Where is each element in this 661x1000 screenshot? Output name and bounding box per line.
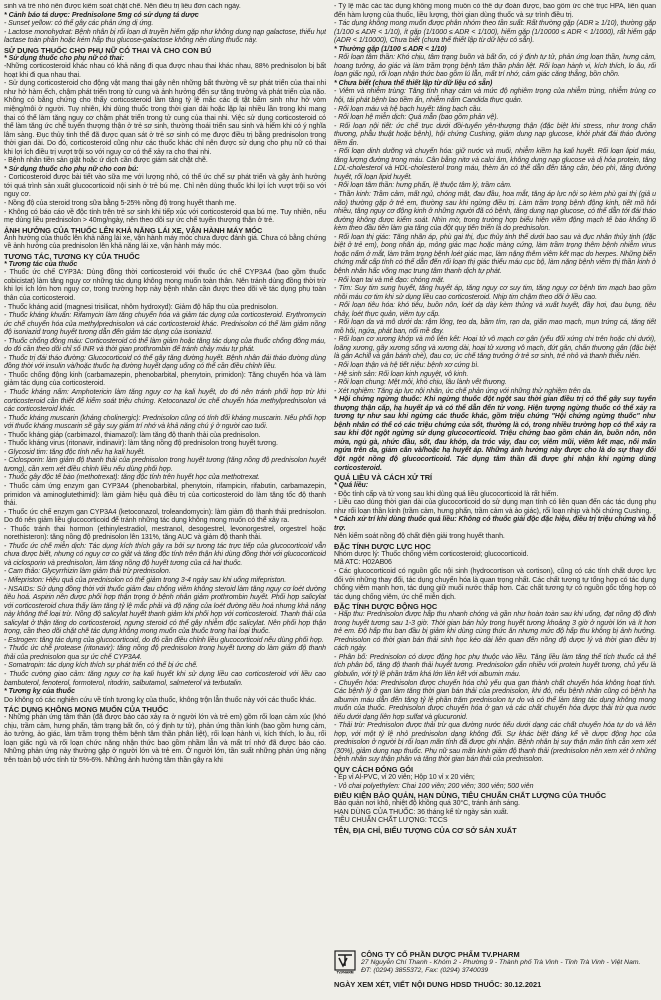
- paragraph: * Cách xử trí khi dùng thuốc quá liều: Không có thuốc giải độc đặc hiệu, điều trị triệu chứng và hỗ trợ.: [334, 516, 656, 532]
- paragraph: - Thuốc chống đông máu: Corticosteroid có thể làm giảm hoặc tăng tác dụng của thuốc chống đông máu, do đó cần theo dõi chỉ số INR và thời gian prothrombin để tránh chảy máu tự phát.: [4, 337, 326, 354]
- section-heading: TÊN, ĐỊA CHỈ, BIỂU TƯỢNG CỦA CƠ SỞ SẢN XUẤT: [334, 825, 517, 835]
- paragraph: - Rối loạn cơ xương khớp và mô liên kết: Hoại tử vô mạch cơ gân (yếu đối xứng chi trên hoặc chi dưới), loãng xương, gãy xương sống và xương dài, hoại tử xương vô mạch, đứt gân, chấn thương gân (đặc biệt là gân Achill và gân bánh chè), đau cơ, ức chế tăng trưởng ở trẻ sơ sinh, trẻ nhỏ và thanh thiếu niên.: [334, 336, 656, 361]
- paragraph: - Xét nghiệm: Tăng áp lực nội nhãn, ức chế phản ứng với những thử nghiệm trên da.: [334, 387, 593, 395]
- paragraph: - Độc tính cấp và tử vong sau khi dùng quá liều glucocorticoid là rất hiếm.: [334, 490, 559, 498]
- paragraph: - Thuốc trị đái tháo đường: Glucocorticoid có thể gây tăng đường huyết. Bệnh nhân đái tháo đường dùng đồng thời với insulin và/hoặc thuốc hạ đường huyết dạng uống có thể cần điều chỉnh liều.: [4, 354, 326, 371]
- paragraph: - Tim: Suy tim sung huyết, tăng huyết áp, tăng nguy cơ suy tim, tăng nguy cơ bệnh tim mạch bao gồm nhồi máu cơ tim khi sử dụng liều cao corticosteroid. Nhịp tim chậm theo dõi ở liều cao.: [334, 285, 656, 301]
- paragraph: - Thuốc cường giao cảm: tăng nguy cơ hạ kali huyết khi sử dụng liều cao corticosteroid với liều cao bambuterol, fenoterol, formoterol, ritodrin, salbutamol, salmeterol và terbutalin.: [4, 671, 326, 687]
- paragraph: - Sunset yellow: có thể gây các phản ứng dị ứng.: [4, 20, 154, 28]
- paragraph: - Thuốc cảm ứng enzym gan CYP3A4 (phenobarbital, phenytoin, rifampicin, rifabutin, carbamazepin, primidon và aminoglutethimid): làm giảm hiệu quả điều trị của corticosteroid do làm tăng tốc độ thanh thải.: [4, 482, 326, 508]
- paragraph: - Rối loạn tai và mê đạo: chóng mặt.: [334, 276, 445, 284]
- company-phone: ĐT: (0294) 3855372, Fax: (0294) 3740039: [361, 966, 489, 974]
- paragraph: -Những corticosteroid khác nhau có khả năng đi qua được nhau thai khác nhau, 88% prednisolon bị bất hoạt khi đi qua nhau thai.: [4, 63, 326, 79]
- paragraph: - Rối loạn tiêu hóa: khó tiêu, buồn nôn, loét dạ dày kèm thủng và xuất huyết, đầy hơi, đau bụng, tiêu chảy, loét thực quản, viêm tụy cấp.: [334, 302, 656, 318]
- paragraph: - Sử dụng corticosteroid cho động vật mang thai gây nên những bất thường về sự phát triển của thai nhi như hở hàm ếch, chậm phát triển trong tử cung và ảnh hưởng đến sự tăng trưởng và phát triển của não. Không có bằng chứng cho thấy corticosteroid làm tăng tỷ lệ mắc các dị tật bẩm sinh như hở vòm miệng/môi ở người. Tuy nhiên, khi dùng thuốc trong thời gian dài hoặc lặp lại nhiều lần trong khi mang thai có thể làm tăng nguy cơ chậm phát triển trong tử cung của thai nhi. Việc sử dụng corticosteroid có thể làm tăng ức chế tuyến thượng thận ở trẻ sơ sinh, thường thoái triển sau sinh và hiếm khi có ý nghĩa lâm sàng. Đục thủy tinh thể đã được quan sát ở trẻ sơ sinh có mẹ được điều trị bằng prednisolon trong thời gian dài. Do đó, corticosteroid cũng như các thuốc khác chỉ nên được sử dụng cho phụ nữ có thai khi lợi ích điều trị vượt trội so với nguy cơ có thể xảy ra cho thai nhi.: [4, 80, 326, 156]
- section-heading: ẢNH HƯỞNG CỦA THUỐC LÊN KHẢ NĂNG LÁI XE, VẬN HÀNH MÁY MÓC: [4, 225, 263, 235]
- paragraph: - Rối loạn thận và hệ tiết niệu: bệnh xơ cứng bì.: [334, 361, 480, 369]
- paragraph: sinh và trẻ nhỏ nên được kiểm soát chặt chẽ. Nên điều trị liều đơn cách ngày.: [4, 3, 241, 10]
- paragraph: - Somatropin: tác dụng kích thích sự phát triển có thể bị ức chế.: [4, 662, 198, 670]
- section-heading: QUÁ LIỀU VÀ CÁCH XỬ TRÍ: [334, 473, 433, 483]
- paragraph: - Rối loạn tâm thần: Khó chịu, tâm trạng buồn và bất ổn, có ý định tự tử, phản ứng loạn thần, hưng cảm, hoang tưởng, ảo giác và làm trầm trọng bệnh tâm thần phân liệt. Rối loạn hành vi, kích thích, lo âu, rối loạn giấc ngủ, rối loạn nhận thức bao gồm lú lẫn, mất trí nhớ, cảm giác căng thẳng, bồn chồn.: [334, 54, 656, 79]
- right-column: [334, 3, 656, 999]
- svg-text:TV.PHARM: TV.PHARM: [336, 970, 354, 974]
- paragraph: - Thuốc kháng acid (magnesi trisilicat, nhôm hydroxyd): Giảm độ hấp thu của prednisolon.: [4, 303, 279, 311]
- paragraph: * Cảnh báo tá dược: Prednisolone 5mg có sử dụng tá dược: [4, 11, 199, 19]
- paragraph: - Corticosteroid được bài tiết vào sữa mẹ với lượng nhỏ, có thể ức chế sự phát triển và gây ảnh hưởng tới quá trình sản xuất glucocorticoid nội sinh ở trẻ bú mẹ. Chỉ nên dùng thuốc khi lợi ích vượt trội so với nguy cơ.: [4, 174, 326, 199]
- paragraph: - Rối loạn máu và hệ bạch huyết: tăng bạch cầu.: [334, 105, 483, 113]
- paragraph: - Hệ sinh sản: Rối loạn kinh nguyệt, vô kinh.: [334, 370, 469, 378]
- paragraph: Ảnh hưởng của thuốc lên khả năng lái xe, vận hành máy móc chưa được đánh giá. Chưa có bằng chứng về ảnh hưởng của prednisolon lên khả năng lái xe, vận hành máy móc.: [4, 234, 326, 251]
- left-column: [4, 3, 326, 999]
- paragraph: - Vỏ chai polyethylen: Chai 100 viên; 200 viên; 300 viên; 500 viên: [334, 782, 534, 790]
- paragraph: - Nồng độ của steroid trong sữa bằng 5-25% nồng độ trong huyết thanh mẹ.: [4, 200, 237, 208]
- section-heading: TÁC DỤNG KHÔNG MONG MUỐN CỦA THUỐC: [4, 705, 169, 715]
- paragraph: - Viêm và nhiễm trùng: Tăng tính nhạy cảm và mức độ nghiêm trọng của nhiễm trùng, nhiễm trùng cơ hội, tái phát bệnh lao tiềm ẩn, nhiễm nấm Candida thực quản.: [334, 88, 656, 105]
- paragraph: Mã ATC: H02AB06: [334, 559, 392, 567]
- paragraph: - Chuyển hóa: Prednisolon được chuyển hóa chủ yếu qua gan thành chất chuyển hóa không hoạt tính. Các bệnh lý ở gan làm tăng thời gian bán thải của prednisolon, khi đó, nếu bệnh nhân cũng có bệnh hạ albumin máu dẫn đến tăng tỷ lệ phần trăm prednisolon tự do và có thể làm tăng tác dụng không mong muốn của thuốc. Prednisolon được chuyển hóa ở gan và các chất chuyển hóa được thải trừ qua nước tiểu dưới dạng liên hợp sulfat và glucuronid.: [334, 679, 656, 721]
- paragraph: TIÊU CHUẨN CHẤT LƯỢNG: TCCS: [334, 817, 448, 825]
- paragraph: - Liều cao dùng thời gian dài của glucocorticoid do sử dụng mạn tính có liên quan đến các tác dụng phụ như rối loạn thần kinh (trầm cảm, hưng phấn, trầm cảm và ảo giác), rối loạn nhịp và hội chứng Cushing.: [334, 499, 656, 515]
- paragraph: Bảo quản nơi khô, nhiệt độ không quá 30°C, tránh ánh sáng.: [334, 800, 520, 808]
- paragraph: - Thuốc tránh thai hormon (ethinylestradiol, mestranol, desogestrel, levonorgestrel, orgestrel hoặc norethisteron): tăng nồng độ prednisolon lên 131%, tăng AUC và giảm độ thanh thải.: [4, 525, 326, 542]
- paragraph: - NSAIDs: Sử dụng đồng thời với thuốc giảm đau chống viêm không steroid làm tăng nguy cơ loét dường tiêu hoá. Aspirin nên được phối hợp thận trọng ở bệnh nhân giảm prothrombin huyết. Phối hợp salicylat với corticosteroid chưa thấy làm tăng tỷ lệ mắc phải và độ nặng của loét đường tiêu hoá nhưng khả năng này không thể loại trừ. Nồng độ salicylat huyết thanh giảm khi phối hợp với corticosteroid. Thanh thải của salicylat ở thận tăng do corticosteroid, ngưng steroid có thể gây nhiễm độc salicylat. Nên phối hợp thận trọng, cần theo dõi chặt chẽ tác dụng không mong muốn của thuốc trong hai loại thuốc.: [4, 585, 326, 636]
- paragraph: - Thuốc ức chế CYP3A: Dùng đồng thời corticosteroid với thuốc ức chế CYP3A4 (bao gồm thuốc cobicistat) làm tăng nguy cơ những tác dụng không mong muốn toàn thân. Nên tránh dùng đồng thời trừ khi lợi ích lớn hơn nguy cơ, trong trường hợp này bệnh nhân cần được theo dõi về tác dụng phụ toàn thân của corticosteroid.: [4, 269, 326, 302]
- paragraph: - Rối loạn hệ miễn dịch: Quá mẫn (bao gồm phản vệ).: [334, 114, 499, 122]
- paragraph: - Rối loạn tâm thần: hưng phấn, lệ thuộc tâm lý, trầm cảm.: [334, 182, 512, 190]
- company-address: 27 Nguyễn Chí Thanh - Khóm 2 - Phường 9 - Thành phố Trà Vinh - Tỉnh Trà Vinh - Việt Nam.: [361, 958, 641, 966]
- paragraph: * Tương kỵ của thuốc: [4, 688, 75, 696]
- paragraph: - Thuốc chống động kinh (carbamazepin, phenobarbital, phenytoin, primidon): Tăng chuyển hóa và làm giảm tác dụng của corticosteroid.: [4, 371, 326, 388]
- paragraph: Nhóm dược lý: Thuốc chống viêm corticosteroid; glucocorticoid.: [334, 550, 529, 558]
- right-column-body: [334, 3, 656, 835]
- paragraph: - Rối loạn nội tiết: ức chế trục dưới đồi-tuyến yên-thượng thận (đặc biệt khi stress, như trong chấn thương, phẫu thuật hoặc bệnh), hội chứng Cushing, giảm dung nạp glucose, khởi phát đái tháo đường tiềm ẩn.: [334, 122, 656, 147]
- paragraph: - Phân bố: Prednisolon có dược động học phụ thuộc vào liều. Tăng liều làm tăng thể tích thuốc cả thể tích phân bố, tăng độ thanh thải huyết tương. Prednisolon gắn nhiều với protein huyết tương, chủ yếu là globulin, với tỷ lệ phần trăm khá lớn liên kết với albumin máu.: [334, 653, 656, 679]
- review-date: NGÀY XEM XÉT, VIẾT NỘI DUNG HDSD THUỐC: 30.12.2021: [334, 980, 542, 989]
- paragraph: - Ciclosporin: làm giảm độ thanh thải của prednisolon trong huyết tương (tăng nồng độ prednisolon huyết tương), cần xem xét điều chỉnh liều nếu dùng phối hợp.: [4, 457, 326, 473]
- paragraph: - Thuốc kháng giáp (carbimazol, thiamazol): làm tăng độ thanh thải của prednisolon.: [4, 431, 261, 439]
- paragraph: - Thuốc ức chế enzym gan CYP3A4 (ketoconazol, troleandomycin): làm giảm độ thanh thải prednisolon. Do đó nên giảm liều glucocorticoid để tránh những tác dụng không mong muốn có thể xảy ra.: [4, 508, 326, 525]
- paragraph: - Thuốc ức chế miễn dịch: Tác dụng kích thích gây ra bởi sự tương tác trực tiếp của glucocorticoid vẫn chưa được biết, nhưng có nguy cơ co giật và tăng độc tính trên thận khi dùng đồng thời với glucocorticoid và ciclosporin và prednisolon, làm tăng nồng độ huyết tương của cả hai thuốc.: [4, 542, 326, 567]
- paragraph: - Hấp thu: Prednisolon được hấp thu nhanh chóng và gần như hoàn toàn sau khi uống, đạt nồng độ đỉnh trong huyết tương sau 1-3 giờ. Thời gian bán hủy trong huyết tương khoảng 3 giờ ở người lớn và ít hơn trẻ em. Độ hấp thu ban đầu bị giảm khi dùng cùng thức ăn nhưng mức độ hấp thu không bị ảnh hưởng. Prednisolon có thời gian bán thải sinh học kéo dài liên quan đến nồng độ dược lý và thời gian điều trị cách ngày.: [334, 611, 656, 653]
- paragraph: - Các glucocorticoid có nguồn gốc nội sinh (hydrocortison và cortison), cũng có các tính chất dược lực đối với những thay đổi, tác dụng chuyển hóa là quan trọng nhất. Các chất tương tự tổng hợp có tác dụng chống viêm mạnh hơn, tác dụng giữ muối nước thấp hơn. Các chất tương tự có nguồn gốc tổng hợp có tác dụng chống viêm, ức chế miễn dịch.: [334, 568, 656, 601]
- paragraph: - Những phản ứng tâm thần (đã được báo cáo xảy ra ở người lớn và trẻ em) gồm rối loạn cảm xúc (khó chịu, trầm cảm, hưng phấn, tâm trạng bất ổn, có ý định tự tử), phản ứng thần kinh (bao gồm hưng cảm, ảo tưởng, ảo giác, làm trầm trọng thêm bệnh tâm thần phân liệt), rối loạn hành vi, kích thích, lo âu, rối loạn giấc ngủ và rối loạn chức năng nhận thức bao gồm nhầm lẫn và mất trí nhớ đã được báo cáo. Những phản ứng này thường gặp ở người lớn và trẻ em. Ở người lớn, tần suất những phản ứng nặng trên toàn bộ ước tính từ 5%-6%. Những ảnh hưởng tâm thần gây ra khi: [4, 714, 326, 764]
- paragraph: - Thuốc kháng khuẩn: Rifamycin làm tăng chuyển hóa và giảm tác dụng của corticosteroid. Erythromycin ức chế chuyển hóa của methylprednisolon và các corticosteroid khác. Prednisolon có thể làm giảm nồng độ isoniazid trong huyết tương dẫn đến giảm tác dụng của isoniazid.: [4, 312, 326, 337]
- paragraph: - Mifepriston: Hiệu quả của prednisolon có thể giảm trong 3-4 ngày sau khi uống mifepriston.: [4, 577, 287, 584]
- paragraph: - Thuốc ức chế protease (ritonavir): tăng nồng độ prednisolon trong huyết tương do làm giảm độ thanh thải của prednisolon qua sự ức chế CYP3A4.: [4, 645, 326, 661]
- paragraph: - Thải trừ: Prednisolon được thải trừ qua đường nước tiểu dưới dạng các chất chuyển hóa tự do và liên hợp, với một tỷ lệ nhỏ prednisolon dạng không đổi. Sự khác biệt đáng kể về dược động học của prednisolon ở người bị rối loạn mãn tính đã được ghi nhận. Bệnh nhân bị suy thận mãn tính cần xem xét (30%), giảm dung nạp thuốc. Phụ nữ sau mãn kinh giảm độ thanh thải (prednisolon nên xem xét ở những bệnh nhân suy thận phân và tăng thời gian bán thải của prednisolon.: [334, 722, 656, 764]
- section-heading: QUY CÁCH ĐÓNG GÓI: [334, 765, 414, 775]
- paragraph: - Thuốc gây độc tế bào (methotrexat): tăng độc tính trên huyết học của methotrexat.: [4, 474, 260, 482]
- paragraph: Nên kiểm soát nồng độ chất điện giải trong huyết thanh.: [334, 533, 505, 541]
- paragraph: - Ép vỉ Al-PVC, vỉ 20 viên; Hộp 10 vỉ x 20 viên;: [334, 774, 475, 782]
- paragraph: - Tác dụng không mong muốn được phân nhóm theo tần suất: Rất thường gặp (ADR ≥ 1/10), thường gặp (1/100 ≤ ADR < 1/10), ít gặp (1/1000 ≤ ADR < 1/100), hiếm gặp (1/10000 ≤ ADR < 1/1000), rất hiếm gặp (ADR < 1/10000), Chưa biết (chưa thể thiết lập từ dữ liệu có sẵn).: [334, 20, 656, 45]
- section-heading: TƯƠNG TÁC, TƯƠNG KỴ CỦA THUỐC: [4, 251, 140, 261]
- paragraph: - Estrogen: tăng tác dụng của glucocorticoid, do đó cần điều chỉnh liều glucocorticoid nếu dùng phối hợp.: [4, 636, 324, 644]
- section-heading: ĐẶC TÍNH DƯỢC LỰC HỌC: [334, 541, 431, 551]
- section-heading: SỬ DỤNG THUỐC CHO PHỤ NỮ CÓ THAI VÀ CHO CON BÚ: [4, 45, 212, 55]
- section-heading: ĐẶC TÍNH DƯỢC ĐỘNG HỌC: [334, 602, 438, 612]
- company-name: CÔNG TY CỔ PHẦN DƯỢC PHẨM TV.PHARM: [361, 949, 520, 959]
- paragraph: * Thường gặp (1/100 ≤ ADR < 1/10): [334, 45, 447, 53]
- paragraph: - Thuốc kháng nấm: Amphotericin làm tăng nguy cơ hạ kali huyết, do đó nên tránh phối hợp trừ khi corticosteroid cần thiết để kiểm soát triệu chứng. Ketoconazol ức chế chuyển hóa methylprednisolon và các corticosteroid khác.: [4, 388, 326, 414]
- paragraph: Do không có các nghiên cứu về tính tương kỵ của thuốc, không trộn lẫn thuốc này với các thuốc khác.: [4, 696, 317, 704]
- paragraph: - Rối loạn dinh dưỡng và chuyển hóa: giữ nước và muối, nhiễm kiềm hạ kali huyết. Rối loạn lipid máu, tăng lượng đường trong máu. Cân bằng nitơ và calci âm, không dung nạp glucose và dị hóa protein, tăng LDL-cholesterol và HDL-cholesterol trong máu, thèm ăn có thể dẫn đến tăng cân, béo phì, tăng đường huyết, rối loạn lipid huyết.: [334, 148, 656, 181]
- paragraph: - Lactose monohydrat: Bệnh nhân bị rối loạn di truyền hiếm gặp như không dung nạp galactose, thiếu hụt lactase toàn phần hoặc kém hấp thu glucose-galactose không nên dùng thuốc này.: [4, 28, 326, 45]
- paragraph: - Rối loạn thị giác: Tăng nhãn áp, phù gai thị, đục thủy tinh thể dưới bao sau và đục nhân thủy tinh (đặc biệt ở trẻ em), bong nhãn áp, mỏng giác mạc hoặc màng cứng, làm trầm trọng thêm bệnh nhiễm virus hoặc nấm ở mắt, làm trầm trọng bệnh loét giác mạc, làm nặng thêm viêm kết mạc do herpes. Những biến chứng mắt cấp tính có thể dẫn đến rối loạn thị giác thiếu máu cục bộ, làm nặng bệnh viêm thị thần kinh ở bệnh nhân hấc võng mạc trung tâm thanh dịch tự phát.: [334, 233, 656, 275]
- manufacturer-block: [334, 950, 656, 975]
- paragraph: - Thần kinh: Trầm cảm, mất ngủ, chóng mặt, đau đầu, hoa mắt, tăng áp lực nội sọ kèm phù gai thị (giả u não) thường gặp ở trẻ em, thường sau khi ngừng điều trị. Làm trầm trọng bệnh động kinh, tiết mồ hôi nhiều, tăng nguy cơ động kinh ở những người đã có bệnh, tăng dung nạp glucose, có thể dẫn tới đái tháo đường không được kiểm soát. Nhìn mờ, trong trường hợp biểu hiện viêm động mạch tế bào khổng lồ kèm theo đầu tiên làm gia tăng của đột quỵ tiến triển là do prednisolon.: [334, 191, 656, 233]
- paragraph: * Hội chứng ngừng thuốc: Khi ngừng thuốc đột ngột sau thời gian điều trị có thể gây suy tuyến thượng thận cấp, hạ huyết áp và có thể dẫn đến tử vong. Hiện tượng ngừng thuốc có thể xảy ra tương tự như sau khi ngừng các thuốc khác, gồm triệu chứng "Hội chứng ngừng thuốc" như bệnh nhân có thể có các triệu chứng của sốt, thường là có, trong nhiều trường hợp có thể xảy ra sau khi đột ngột ngừng sử dụng glucocorticoid. Triệu chứng bao gồm chán ăn, buồn nôn, nôn mửa, ngủ gà, nhức đầu, sốt, đau khớp, da tróc vảy, đau cơ, viêm mũi, viêm kết mạc, nổi mẩn ngứa trên da, giảm cân và/hoặc hạ huyết áp. Những ảnh hưởng này được cho là do sự thay đổi đột ngột nồng độ glucocorticoid. Tác dụng tâm thần đã được ghi nhận khi ngừng dùng corticosteroid.: [334, 396, 656, 472]
- paragraph: * Chưa biết (chưa thể thiết lập từ dữ liệu có sẵn): [334, 79, 493, 87]
- paragraph: - Thuốc kháng muscarin (kháng cholinergic): Prednisolon cũng có tính đối kháng muscarin. Nếu phối hợp với thuốc kháng muscarin sẽ gây suy giảm trí nhớ và khả năng chú ý ở người cao tuổi.: [4, 414, 326, 431]
- paragraph: * Sử dụng thuốc cho phụ nữ có thai:: [4, 54, 124, 62]
- company-logo-icon: [334, 950, 356, 974]
- paragraph: - Tỷ lệ mắc các tác dụng không mong muốn có thể dự đoán được, bao gồm ức chế trục HPA, liên quan đến hàm lượng của thuốc, liều lượng, thời gian dùng thuốc và sự trình điều trị.: [334, 3, 656, 19]
- paragraph: - Không có báo cáo về độc tính trên trẻ sơ sinh khi tiếp xúc với corticosteroid qua bú mẹ. Tuy nhiên, nếu mẹ dùng liều prednisolon > 40mg/ngày, nên theo dõi sự ức chế tuyến thượng thận ở trẻ.: [4, 208, 326, 225]
- section-heading: ĐIỀU KIỆN BẢO QUẢN, HẠN DÙNG, TIÊU CHUẨN CHẤT LƯỢNG CỦA THUỐC: [334, 791, 607, 801]
- paragraph: * Tương tác của thuốc: [4, 260, 78, 268]
- paragraph: - Bệnh nhân tiền sản giật hoặc ứ dịch cần được giám sát chặt chẽ.: [4, 157, 208, 165]
- paragraph: - Rối loạn da và mô dưới da: rậm lông, teo da, bầm tím, rạn da, giãn mao mạch, mụn trứng cá, tăng tiết mồ hôi, ngứa, phát ban, nổi mề đay.: [334, 319, 656, 335]
- paragraph: * Sử dụng thuốc cho phụ nữ cho con bú:: [4, 165, 139, 173]
- paragraph: - Thuốc kháng virus (ritonavir, indinavir): làm tăng nồng độ prednisolon trong huyết tương.: [4, 440, 278, 448]
- paragraph: - Glycosid tim: tăng độc tính nếu hạ kali huyết.: [4, 448, 146, 456]
- paragraph: - Rối loạn chung: Mệt mỏi, khó chịu, lâu lành vết thương.: [334, 379, 507, 387]
- paragraph: - Cam thảo: Glycyrrhizin làm giảm thải trừ prednisolon.: [4, 568, 171, 576]
- paragraph: * Quá liều:: [334, 482, 369, 490]
- paragraph: HẠN DÙNG CỦA THUỐC: 36 tháng kể từ ngày sản xuất.: [334, 808, 509, 816]
